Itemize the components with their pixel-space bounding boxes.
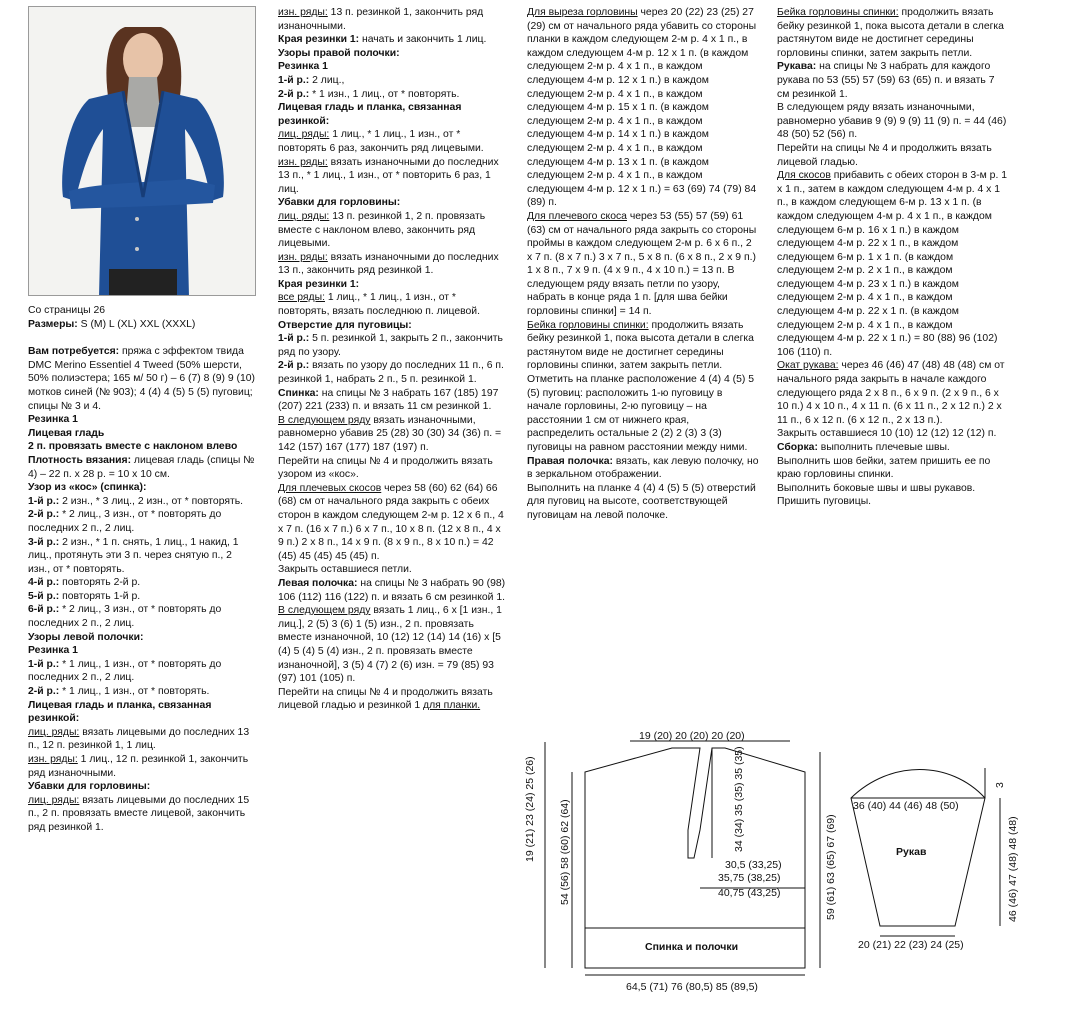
dim-sleeve-top: 36 (40) 44 (46) 48 (50) — [853, 800, 959, 812]
instruction-text: Пришить пуговицы. — [777, 496, 872, 508]
row-text: 1 лиц., 12 п. резинкой 1, закончить ряд изнаночными. — [28, 754, 249, 779]
instruction-text: Перейти на спицы № 4 и продолжить вязать узором из «кос». — [278, 455, 493, 481]
row-label: 1-й р.: — [278, 333, 310, 345]
row-label: Бейка горловины спинки: — [527, 319, 649, 331]
row-label: лиц. ряды: — [278, 129, 330, 141]
row-label: Окат рукава: — [777, 360, 839, 372]
row-label: лиц. ряды: — [28, 726, 80, 738]
right-front-heading: Узоры правой полочки: — [278, 47, 400, 59]
row-text: вязать по узору до последних 11 п., 6 п. резинкой 1, набрать 2 п., 5 п. резинкой 1. — [278, 360, 504, 386]
edge-heading: Края резинки 1: — [278, 34, 360, 46]
row-label: Для плечевых скосов — [278, 482, 382, 494]
right-front-label: Правая полочка: — [527, 455, 613, 467]
dim-top-width: 19 (20) 20 (20) 20 (20) — [639, 730, 745, 742]
instruction-text: Выполнить на планке 4 (4) 4 (5) 5 (5) отверстий для пуговиц на высоте, соответствующей пуговицам на левой полочке. — [527, 482, 756, 521]
row-text: вязать лицевыми до последних 15 п., 2 п. провязать вместе лицевой, закончить ряд резинкой 1. — [28, 794, 250, 833]
assembly-label: Сборка: — [777, 442, 818, 453]
row-text: вязать лицевыми до последних 13 п., 12 п. резинкой 1, 1 лиц. — [28, 726, 250, 752]
sizes-value: S (M) L (XL) XXL (XXXL) — [77, 318, 196, 330]
from-page: Со страницы 26 — [28, 305, 106, 316]
row-text: вязать изнаночными, равномерно убавив 25 (28) 30 (30) 34 (36) п. = 142 (157) 167 (177) 187 (197) п. — [278, 414, 502, 453]
row-text: 1 лиц., * 1 лиц., 1 изн., от * повторять, вязать последнюю п. лицевой. — [278, 292, 480, 318]
row-label: изн. ряды: — [278, 7, 328, 18]
dim-total-height: 59 (61) 63 (65) 67 (69) — [825, 814, 837, 920]
sleeves-label: Рукава: — [777, 61, 817, 73]
dim-front-width-3: 40,75 (43,25) — [718, 887, 781, 899]
row-text: через 58 (60) 62 (64) 66 (68) см от начального ряда закрыть с обеих сторон в каждом следующем 2-м р. 12 х 6 п., 4 х 7 п. (16 х 7 п.) 6 х 7 п., 10 х 8 п. (12 х 8 п., 4 х 9 п.) 2 х 8 п., 14 х 9 п. (8 х 9 п., 8 х 10 п.) = 42 (45) 45 (45) 45 (45) п. — [278, 482, 504, 562]
row-text: вязать, как левую полочку, но в зеркальном отображении. — [527, 455, 759, 481]
row-label: изн. ряды: — [278, 251, 328, 263]
row-text: * 1 лиц., 1 изн., от * повторять. — [59, 686, 210, 698]
row-text: * 1 изн., 1 лиц., от * повторять. — [309, 88, 460, 100]
row-text: продолжить вязать бейку резинкой 1, пока высота детали в слегка растянутом виде не достигнет середины горловины спинки, затем закрыть петли. — [777, 7, 1004, 59]
sleeve-label: Рукав — [896, 846, 927, 858]
rib-heading: Резинка 1 — [28, 414, 78, 426]
row-text: начать и закончить 1 лиц. — [359, 34, 487, 46]
row-label: изн. ряды: — [278, 156, 328, 168]
row-label: 1-й р.: — [28, 495, 60, 507]
stockinette-band-heading: Лицевая гладь и планка, связанная резинкой: — [28, 699, 212, 725]
row-text: на спицы № 3 набрать для каждого рукава по 53 (55) 57 (59) 63 (65) п. и вязать 7 см резинкой 1. — [777, 61, 995, 100]
row-text: 13 п. резинкой 1, закончить ряд изнаночными. — [278, 7, 484, 32]
instruction-text: Перейти на спицы № 4 и продолжить вязать лицевой гладью и резинкой 1 — [278, 686, 493, 712]
rib-heading: Резинка 1 — [278, 61, 328, 73]
row-label: все ряды: — [278, 292, 325, 304]
row-label: В следующем ряду — [278, 605, 371, 617]
row-text: на спицы № 3 набрать 167 (185) 197 (207) 221 (233) п. и вязать 11 см резинкой 1. — [278, 387, 499, 413]
row-text: 2 изн., * 1 п. снять, 1 лиц., 1 накид, 1 лиц., протянуть эти 3 п. через снятую п., 2 изн., от * повторять. — [28, 536, 239, 575]
density-value: лицевая гладь (спицы № 4) – 22 п. х 28 р. = 10 х 10 см. — [28, 454, 255, 480]
row-label: 3-й р.: — [28, 536, 60, 548]
edge-heading: Края резинки 1: — [278, 278, 360, 290]
materials-label: Вам потребуется: — [28, 346, 120, 358]
body-label: Спинка и полочки — [645, 941, 739, 953]
stockinette-heading: Лицевая гладь — [28, 427, 105, 439]
stockinette-band-heading: Лицевая гладь и планка, связанная резинкой: — [278, 102, 462, 127]
row-label: 6-й р.: — [28, 604, 60, 616]
dim-side-height: 54 (56) 58 (60) 62 (64) — [559, 799, 571, 905]
row-text: 2 лиц., — [309, 74, 345, 86]
row-text: через 46 (46) 47 (48) 48 (48) см от начального ряда закрыть в начале каждого следующего ряда 2 х 8 п., 6 х 9 п. (2 х 9 п., 6 х 10 п.) 4 х 10 п., 4 х 11 п. (6 х 11 п., 2 х 12 п.) 2 х 11 п., 6 х 12 п. (6 х 12 п., 2 х 13 п.). — [777, 360, 1005, 426]
row-text: * 2 лиц., 3 изн., от * повторять до последних 2 п., 2 лиц. — [28, 604, 222, 630]
row-label: 2-й р.: — [278, 88, 310, 100]
dim-sleeve-bottom: 20 (21) 22 (23) 24 (25) — [858, 939, 964, 951]
row-label: 1-й р.: — [28, 658, 60, 670]
row-label: лиц. ряды: — [278, 210, 330, 222]
instruction-text: Перейти на спицы № 4 и продолжить вязать лицевой гладью. — [777, 142, 992, 168]
left-front-heading: Узоры левой полочки: — [28, 631, 144, 643]
row-text: * 1 лиц., 1 изн., от * повторять до последних 2 п., 2 лиц. — [28, 658, 222, 684]
row-text: через 53 (55) 57 (59) 61 (63) см от начального ряда закрыть со стороны проймы в каждом следующем 2-м р. 6 х 6 п., 2 х 7 п. (8 х 7 п.) 3 х 7 п., 5 х 8 п. (6 х 8 п., 2 х 9 п.) 1 х 8 п., 7 х 9 п. (4 х 9 п., 4 х 10 п.) = 13 п. В следующем ряду вязать петли по узору, набрать в конце ряда 1 п. [для шва бейки горловины спинки] = 14 п. — [527, 210, 757, 318]
dim-bottom-width: 64,5 (71) 76 (80,5) 85 (89,5) — [626, 981, 758, 993]
rib-heading: Резинка 1 — [28, 645, 78, 657]
cable-heading: Узор из «кос» (спинка): — [28, 482, 147, 494]
body-outline — [585, 748, 805, 968]
neck-decrease-heading: Убавки для горловины: — [278, 197, 401, 209]
density-label: Плотность вязания: — [28, 454, 132, 466]
instruction-text: Закрыть оставшиеся петли. — [278, 564, 412, 576]
back-heading: Спинка: — [278, 387, 319, 399]
row-text: 2 изн., * 3 лиц., 2 изн., от * повторять. — [59, 495, 244, 507]
instruction-text: В следующем ряду вязать изнаночными, равномерно убавив 9 (9) 9 (9) 11 (9) п. = 44 (46) 48 (50) 52 (56) п. — [777, 102, 1007, 141]
dim-sleeve-height: 46 (46) 47 (48) 48 (48) — [1007, 816, 1019, 922]
row-text: вязать 1 лиц., 6 х [1 изн., 1 лиц.], 2 (5) 3 (6) 1 (5) изн., 2 п. провязать вместе изнаночной, 10 (12) 12 (14) 14 (16) х [5 (4) 5 (4) 5 (4) изн., 2 п. провязать вместе изнаночной], 3 (5) 4 (7) 2 (6) изн. = 79 (85) 93 (97) 101 (105) п. — [278, 605, 502, 685]
row-text: продолжить вязать бейку резинкой 1, пока высота детали в слегка растянутом виде не достигнет середины горловины спинки, затем закрыть петли. — [527, 319, 754, 372]
row-label: Для плечевого скоса — [527, 210, 627, 222]
row-text: 13 п. резинкой 1, 2 п. провязать вместе с наклоном влево, закончить ряд лицевыми. — [278, 210, 486, 250]
dim-front-width-2: 35,75 (38,25) — [718, 872, 781, 884]
row-label: 1-й р.: — [278, 74, 310, 86]
row-text: прибавить с обеих сторон в 3-м р. 1 х 1 п., затем в каждом следующем 4-м р. 4 х 1 п., в каждом следующем 6-м р. 13 х 1 п. (в каждом следующем 4-м р. 4 х 1 п., в каждом следующем 6-м р. 16 х 1 п.) в каждом следующем 4-м р. 22 х 1 п., в каждом следующем 6-м р. 1 х 1 п. (в каждом следующем 2-м р. 2 х 1 п., в каждом следующем 4-м р. 23 х 1 п.) в каждом следующем 2-м р. 4 х 1 п., в каждом следующем 4-м р. 22 х 1 п. (в каждом следующем 2-м р. 4 х 1 п., в каждом следующем 4-м р. 22 х 1 п.) = 80 (88) 96 (102) 106 (110) п. — [777, 170, 1008, 358]
neck-decrease-heading: Убавки для горловины: — [28, 781, 151, 793]
materials-value: пряжа с эффектом твида DMC Merino Essentiel 4 Tweed (50% шерсти, 50% полиэстера; 165 м/ 50 г) – 6 (7) 8 (9) 9 (10) мотков синей (№ 903); 4 (4) 4 (5) 5 (5) пуговиц; спицы № 3 и 4. — [28, 346, 256, 412]
row-label: 2-й р.: — [28, 686, 60, 698]
row-text: повторять 2-й р. — [59, 577, 141, 589]
row-text: повторять 1-й р. — [59, 590, 141, 602]
row-label: 5-й р.: — [28, 590, 60, 602]
row-label: лиц. ряды: — [28, 794, 80, 806]
left-front-label: Левая полочка: — [278, 577, 358, 589]
instruction-text: Отметить на планке расположение 4 (4) 4 (5) 5 (5) пуговиц: расположить 1-ю пуговицу в начале горловины, 2-ю пуговицу – на расстоянии 1 см от нижнего края, распределить остальные 2 (2) 2 (3) 3 (3) пуговицы на равном расстоянии между ними. — [527, 374, 754, 453]
row-label: 4-й р.: — [28, 577, 60, 589]
instruction-text-underlined: для планки. — [423, 700, 481, 712]
k2tog-heading: 2 п. провязать вместе с наклоном влево — [28, 441, 238, 453]
dim-front-width-1: 30,5 (33,25) — [725, 859, 782, 871]
sizes-label: Размеры: — [28, 318, 78, 330]
row-text: вязать изнаночными до последних 13 п., * 1 лиц., 1 изн., от * повторить 6 раз, 1 лиц. — [278, 156, 499, 195]
instruction-text: Выполнить боковые швы и швы рукавов. — [777, 482, 976, 494]
dim-sleeve-cap: 3 — [994, 782, 1006, 788]
row-text: 1 лиц., * 1 лиц., 1 изн., от * повторять 6 раз, закончить ряд лицевыми. — [278, 129, 484, 154]
row-label: 2-й р.: — [28, 509, 60, 521]
row-label: В следующем ряду — [278, 414, 371, 426]
row-label: Бейка горловины спинки: — [777, 7, 899, 18]
instruction-text: Выполнить шов бейки, затем пришить ее по краю горловины спинки. — [777, 455, 991, 481]
dim-shoulder-height: 19 (21) 23 (24) 25 (26) — [524, 756, 536, 862]
dim-neck-depth: 34 (34) 35 (35) 35 (35) — [733, 746, 745, 852]
row-text: через 20 (22) 23 (25) 27 (29) см от начального ряда убавить со стороны планки в каждом следующем 2-м р. 4 х 1 п., в каждом следующем 4-м р. 12 х 1 п. (в каждом следующем 2-м р. 4 х 1 п., в каждом следующем 4-м р. 12 х 1 п.) в каждом следующем 2-м р. 4 х 1 п., в каждом следующем 4-м р. 15 х 1 п. (в каждом следующем 2-м р. 4 х 1 п., в каждом следующем 4-м р. 14 х 1 п.) в каждом следующем 2-м р. 4 х 1 п., в каждом следующем 4-м р. 13 х 1 п. (в каждом следующем 2-м р. 4 х 1 п., в каждом следующем 4-м р. 12 х 1 п.) = 63 (69) 74 (79) 84 (89) п. — [527, 7, 757, 209]
row-label: 2-й р.: — [278, 360, 310, 372]
buttonhole-heading: Отверстие для пуговицы: — [278, 319, 412, 331]
row-label: Для скосов — [777, 170, 831, 182]
row-text: выполнить плечевые швы. — [817, 442, 950, 453]
row-text: вязать изнаночными до последних 13 п., закончить ряд резинкой 1. — [278, 251, 499, 277]
row-label: изн. ряды: — [28, 754, 78, 765]
instruction-text: Закрыть оставшиеся 10 (10) 12 (12) 12 (12) п. — [777, 428, 997, 440]
row-text: 5 п. резинкой 1, закрыть 2 п., закончить ряд по узору. — [278, 333, 503, 358]
row-label: Для выреза горловины — [527, 7, 638, 18]
row-text: на спицы № 3 набрать 90 (98) 106 (112) 116 (122) п. и вязать 6 см резинкой 1. — [278, 577, 506, 603]
row-text: * 2 лиц., 3 изн., от * повторять до последних 2 п., 2 лиц. — [28, 509, 222, 534]
